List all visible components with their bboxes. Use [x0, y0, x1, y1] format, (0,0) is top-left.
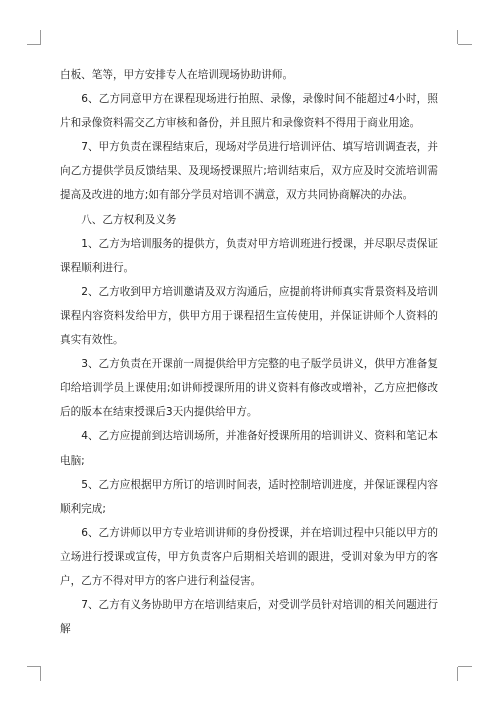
paragraph-continuation: 白板、笔等，甲方安排专人在培训现场协助讲师。 [60, 69, 294, 81]
paragraph-b-item-2: 2、乙方收到甲方培训邀请及双方沟通后，应提前将讲师真实背景资料及培训课程内容资料发给甲方，供甲方用于课程招生宣传使用，并保证讲师个人资料的真实有效性。 [60, 285, 438, 347]
crop-mark-bottom-right-horizontal [458, 666, 472, 667]
paragraph-item-6-photography: 6、乙方同意甲方在课程现场进行拍照、录像，录像时间不能超过4小时，照片和录像资料需交乙方审核和备份，并且照片和录像资料不得用于商业用途。 [60, 93, 438, 130]
paragraph-b-item-5: 5、乙方应根据甲方所订的培训时间表，适时控制培训进度，并保证课程内容顺利完成; [60, 478, 438, 515]
paragraph-b-item-3: 3、乙方负责在开课前一周提供给甲方完整的电子版学员讲义，供甲方准备复印给培训学员上课使用;如讲师授课所用的讲义资料有修改或增补，乙方应把修改后的版本在结束授课后3天内提供给甲方。 [60, 358, 438, 419]
crop-mark-bottom-left-horizontal [27, 666, 41, 667]
paragraph-item-7-evaluation: 7、甲方负责在课程结束后，现场对学员进行培训评估、填写培训调查表，并向乙方提供学员反馈结果、及现场授课照片;培训结束后，双方应及时交流培训需提高及改进的地方;如有部分学员对培训不满意，双方共同协商解决的办法。 [60, 141, 438, 202]
paragraph-b-item-7: 7、乙方有义务协助甲方在培训结束后，对受训学员针对培训的相关问题进行解 [60, 599, 438, 636]
crop-mark-bottom-left-vertical [40, 667, 41, 681]
crop-mark-top-left-vertical [40, 30, 41, 44]
section-heading-party-b-rights: 八、乙方权利及义务 [81, 213, 177, 226]
crop-mark-top-right-vertical [457, 30, 458, 44]
crop-mark-top-right-horizontal [458, 44, 472, 45]
crop-mark-top-left-horizontal [27, 44, 41, 45]
document-body [60, 63, 438, 641]
paragraph-b-item-6: 6、乙方讲师以甲方专业培训讲师的身份授课，并在培训过程中只能以甲方的立场进行授课或宣传，甲方负责客户后期相关培训的跟进，受训对象为甲方的客户，乙方不得对甲方的客户进行利益侵害。 [60, 526, 438, 587]
paragraph-b-item-4: 4、乙方应提前到达培训场所，并准备好授课所用的培训讲义、资料和笔记本电脑; [60, 430, 438, 467]
crop-mark-bottom-right-vertical [457, 667, 458, 681]
paragraph-b-item-1: 1、乙方为培训服务的提供方，负责对甲方培训班进行授课，并尽职尽责保证课程顺利进行。 [60, 237, 438, 274]
